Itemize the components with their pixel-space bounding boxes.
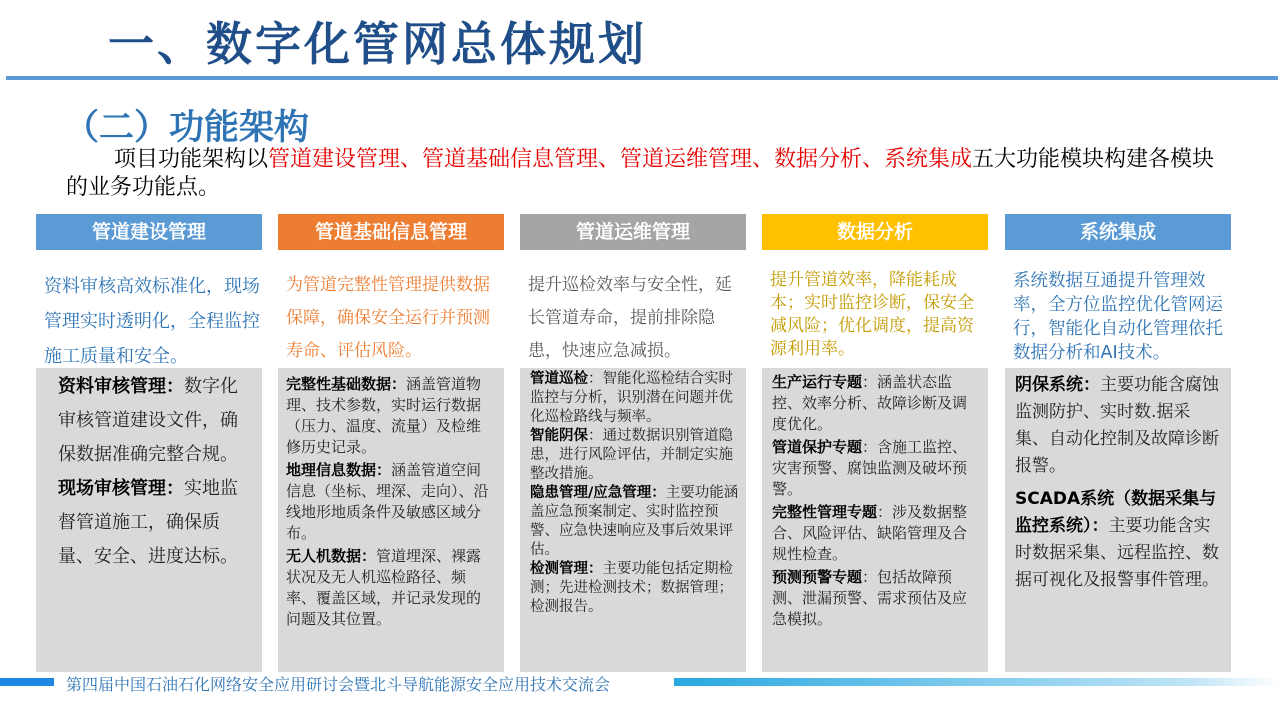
module-header: 管道基础信息管理 [278,214,504,250]
detail-text: 涵盖管道空间信息（坐标、埋深、走向）、沿线地形地质条件及敏感区域分布。 [286,461,489,542]
detail-item [520,560,746,617]
detail-label: 预测预警专题 [772,568,863,586]
module-header: 数据分析 [762,214,988,250]
detail-text: 主要功能包括定期检测；先进检测技术；数据管理；检测报告。 [530,561,733,615]
detail-label: 隐患管理/应急管理： [530,485,666,501]
detail-label: 无人机数据： [286,547,377,565]
detail-text: 主要功能含实时数据采集、远程监控、数据可视化及报警事件管理。 [1015,516,1219,590]
module-column-data-analysis [762,214,988,628]
intro-paragraph [66,146,1226,202]
detail-item [1005,484,1231,594]
detail-item [278,458,504,544]
detail-item [278,372,504,458]
detail-item [1005,370,1231,480]
detail-text: ：涵盖状态监控、效率分析、故障诊断及调度优化。 [772,373,968,433]
detail-label: 完整性管理专题 [772,503,878,521]
detail-text: ：智能化巡检结合实时监控与分析，识别潜在问题并优化巡检路线与频率。 [530,371,733,425]
intro-suffix: 五大功能模块构建各模块的业务功能点。 [66,147,1215,200]
detail-label: 智能阴保 [530,428,588,444]
detail-text: ：包括故障预测、泄漏预警、需求预估及应急模拟。 [772,568,968,628]
module-summary: 为管道完整性管理提供数据保障，确保安全运行并预测寿命、评估风险。 [286,275,490,361]
detail-text: 主要功能含腐蚀监测防护、实时数.据采集、自动化控制及故障诊断报警。 [1015,375,1219,476]
intro-highlight: 管道建设管理、管道基础信息管理、管道运维管理、数据分析、系统集成 [268,147,973,172]
module-column-construction [36,214,262,567]
detail-item [36,370,262,472]
footer-conference-name: 第四届中国石油石化网络安全应用研讨会暨北斗导航能源安全应用技术交流会 [66,675,611,694]
detail-item [762,500,988,565]
module-detail-box [520,368,746,672]
module-summary: 系统数据互通提升管理效率，全方位监控优化管网运行，智能化自动化管理依托数据分析和AI技术。 [1013,271,1223,363]
title-divider [6,76,1278,80]
detail-label: 完整性基础数据： [286,375,407,393]
detail-item [36,472,262,574]
module-detail-box [762,368,988,672]
module-detail-box [1005,368,1231,672]
detail-item [520,484,746,560]
detail-text: 数字化审核管道建设文件，确保数据准确完整合规。 [58,376,238,465]
module-header: 管道建设管理 [36,214,262,250]
module-detail-box [36,368,262,672]
detail-text: 实地监督管道施工，确保质量、安全、进度达标。 [58,478,238,567]
module-detail-box [278,368,504,672]
detail-label: 现场审核管理： [58,478,184,499]
detail-item [278,544,504,630]
detail-item [762,435,988,500]
module-summary: 提升巡检效率与安全性，延长管道寿命，提前排除隐患，快速应急减损。 [528,275,732,361]
detail-label: SCADA系统（数据采集与监控系统）： [1015,489,1217,536]
footer-accent-left [0,678,54,686]
detail-text: 管道埋深、裸露状况及无人机巡检路径、频率、覆盖区域，并记录发现的问题及其位置。 [286,547,482,628]
module-header: 系统集成 [1005,214,1231,250]
detail-label: 管道保护专题 [772,438,863,456]
detail-label: 生产运行专题 [772,373,863,391]
page-title: 一、数字化管网总体规划 [108,17,647,71]
detail-text: ：含施工监控、灾害预警、腐蚀监测及破坏预警。 [772,438,968,498]
module-header: 管道运维管理 [520,214,746,250]
detail-label: 资料审核管理： [58,376,184,397]
module-column-system-integration [1005,214,1231,590]
detail-label: 管道巡检 [530,371,588,387]
detail-item [520,427,746,484]
detail-label: 检测管理： [530,561,603,577]
module-summary: 提升管道效率，降能耗成本；实时监控诊断，保安全减风险；优化调度，提高资源利用率。 [770,270,974,359]
module-column-operations [520,214,746,615]
intro-prefix: 项目功能架构以 [114,147,269,172]
detail-label: 阴保系统： [1015,375,1100,395]
detail-item [762,370,988,435]
detail-text: 主要功能涵盖应急预案制定、实时监控预警、应急快速响应及事后效果评估。 [530,485,739,558]
detail-item [520,370,746,427]
footer-accent-right [674,678,1280,686]
detail-text: 涵盖管道物理、技术参数，实时运行数据（压力、温度、流量）及检维修历史记录。 [286,375,482,456]
detail-text: ：通过数据识别管道隐患，进行风险评估，并制定实施整改措施。 [530,428,733,482]
detail-label: 地理信息数据： [286,461,392,479]
detail-text: ：涉及数据整合、风险评估、缺陷管理及合规性检查。 [772,503,968,563]
detail-item [762,565,988,630]
section-subtitle: （二）功能架构 [64,108,310,148]
module-column-base-info [278,214,504,628]
module-summary: 资料审核高效标准化，现场管理实时透明化，全程监控施工质量和安全。 [44,276,260,367]
